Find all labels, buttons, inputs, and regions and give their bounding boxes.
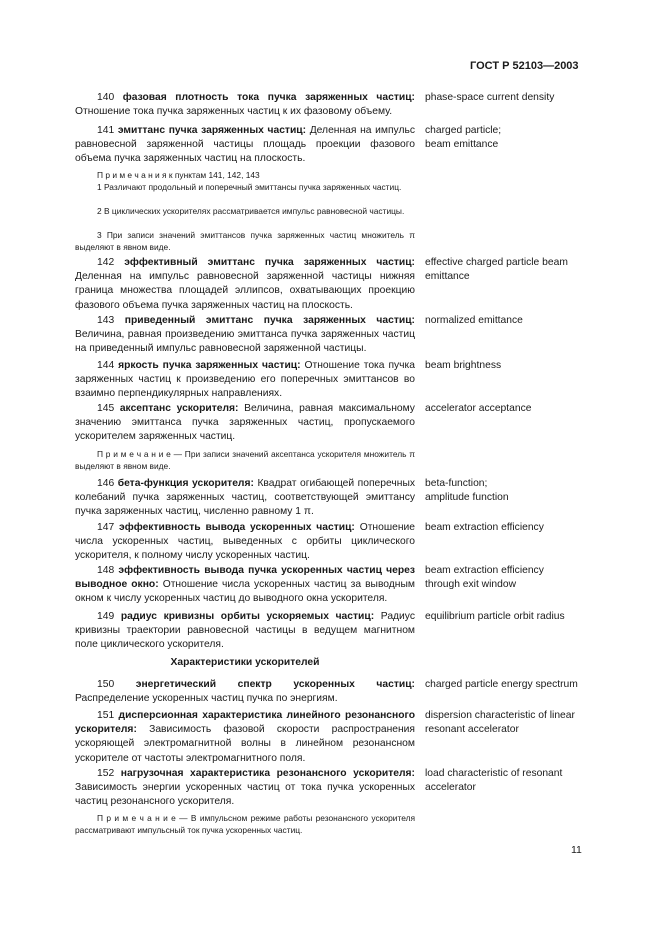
document-header: ГОСТ Р 52103—2003 — [470, 60, 579, 72]
term-english-140: phase-space current density — [425, 92, 555, 103]
term-english-145: accelerator acceptance — [425, 403, 532, 414]
term-english-143: normalized emittance — [425, 315, 523, 326]
term-name: эффективность вывода пучка ускоренных частиц через выводное окно: — [75, 565, 415, 591]
term-definition: Величина, равная максимальному значению эмиттанса пучка заряженных частиц, пропускаемого ускорителем заряженных частиц. — [75, 403, 415, 443]
note-item-1: 1 Различают продольный и поперечный эмиттансы пучка заряженных частиц. — [97, 182, 402, 192]
term-number: 150 — [97, 679, 115, 690]
term-entry-140 — [75, 91, 415, 119]
term-entry-141 — [75, 124, 415, 167]
term-name: эффективность вывода ускоренных частиц: — [119, 522, 355, 533]
section-title: Характеристики ускорителей — [170, 657, 320, 668]
term-definition: Отношение тока пучка заряженных частиц к их фазовому объему. — [75, 106, 393, 118]
term-name: бета-функция ускорителя: — [117, 478, 254, 489]
term-name: эмиттанс пучка заряженных частиц: — [117, 125, 307, 136]
term-name: дисперсионная характеристика линейного резонансного ускорителя: — [75, 710, 415, 736]
term-name: яркость пучка заряженных частиц: — [118, 360, 301, 371]
note-text: — В импульсном режиме работы резонансного ускорителя рассматривают импульсный ток пучка ускоренных частиц. — [75, 813, 416, 835]
term-entry-142 — [75, 256, 415, 313]
term-definition: Зависимость энергии ускоренных частиц от тока пучка ускоренных частиц резонансного ускорителя. — [75, 782, 415, 808]
term-number: 144 — [97, 360, 115, 371]
term-name: нагрузочная характеристика резонансного ускорителя: — [120, 768, 415, 779]
term-number: 145 — [97, 403, 115, 414]
term-english-146: beta-function; amplitude function — [425, 478, 509, 504]
note-text: — При записи значений аксептанса ускорителя множитель π выделяют в явном виде. — [75, 449, 416, 471]
term-entry-143 — [75, 314, 415, 357]
note-item-2: 2 В циклических ускорителях рассматривается импульс равновесной частицы. — [97, 206, 405, 216]
term-name: радиус кривизны орбиты ускоряемых частиц: — [120, 611, 375, 622]
term-entry-145 — [75, 402, 415, 445]
term-name: приведенный эмиттанс пучка заряженных частиц: — [124, 315, 415, 326]
term-name: фазовая плотность тока пучка заряженных частиц: — [122, 92, 415, 103]
term-number: 148 — [97, 565, 115, 576]
term-definition: Деленная на импульс равновесной заряженной частицы нижняя граница множества площадей эллипсов, охватывающих проекцию фазового объема пучка заряженных частиц на плоскость. — [75, 271, 415, 311]
note-152 — [75, 813, 415, 836]
note-item-3: 3 При записи значений эмиттансов пучка заряженных частиц множитель π выделяют в явном виде. — [75, 230, 415, 252]
term-definition: Зависимость фазовой скорости распространения ускоряющей электромагнитной волны в линейном резонансном ускорителе от частоты электромагнитного поля. — [75, 724, 415, 764]
term-definition: Распределение ускоренных частиц пучка по энергиям. — [75, 693, 338, 705]
term-entry-149 — [75, 610, 415, 653]
term-name: аксептанс ускорителя: — [119, 403, 239, 414]
term-number: 140 — [97, 92, 115, 103]
term-entry-144 — [75, 359, 415, 402]
term-english-147: beam extraction efficiency — [425, 522, 544, 533]
term-name: энергетический спектр ускоренных частиц: — [135, 679, 415, 690]
note-label: П р и м е ч а н и е — [97, 449, 171, 459]
term-english-141: charged particle; beam emittance — [425, 125, 502, 151]
term-english-152: load characteristic of resonant accelerator — [425, 768, 563, 794]
term-definition: Радиус кривизны траектории равновесной частицы в ведущем магнитном поле циклического ускорителя. — [75, 611, 415, 651]
term-definition: Отношение числа ускоренных частиц, выведенных с орбиты циклического ускорителя, к полному числу ускоренных частиц. — [75, 522, 415, 562]
term-english-142: effective charged particle beam emittance — [425, 257, 568, 283]
term-number: 152 — [97, 768, 115, 779]
note-label: П р и м е ч а н и я — [97, 170, 167, 180]
term-entry-146 — [75, 477, 415, 520]
term-entry-148 — [75, 564, 415, 607]
term-entry-151 — [75, 709, 415, 766]
term-english-149: equilibrium particle orbit radius — [425, 611, 565, 622]
note-145 — [75, 449, 415, 472]
note-141-143-heading — [97, 170, 415, 182]
note-suffix: к пунктам 141, 142, 143 — [168, 170, 260, 180]
term-definition: Квадрат огибающей поперечных колебаний пучка заряженных частиц, соответствующей эмиттансу пучка заряженных частиц, численно равному 1 π. — [75, 478, 415, 518]
term-english-150: charged particle energy spectrum — [425, 679, 578, 690]
page-number: 11 — [571, 844, 582, 856]
term-definition: Деленная на импульс равновесной заряженной частицы площадь проекции фазового объема пучка заряженных частиц на плоскость. — [75, 125, 415, 165]
term-number: 149 — [97, 611, 115, 622]
term-entry-147 — [75, 521, 415, 564]
term-number: 151 — [97, 710, 115, 721]
note-label: П р и м е ч а н и е — [97, 813, 176, 823]
term-definition: Отношение тока пучка заряженных частиц к произведению его поперечных эмиттансов во взаимно перпендикулярных направлениях. — [75, 360, 415, 400]
term-number: 141 — [97, 125, 115, 136]
term-number: 142 — [97, 257, 115, 268]
term-entry-152 — [75, 767, 415, 810]
term-definition: Отношение числа ускоренных частиц за выводным окном к числу ускоренных частиц до выводного окна ускорителя. — [75, 579, 415, 605]
term-name: эффективный эмиттанс пучка заряженных частиц: — [124, 257, 415, 268]
term-entry-150 — [75, 678, 415, 706]
term-english-144: beam brightness — [425, 360, 502, 371]
term-definition: Величина, равная произведению эмиттанса пучка заряженных частиц на приведенный импульс равновесной заряженной частицы. — [75, 329, 415, 355]
term-english-151: dispersion characteristic of linear resonant accelerator — [425, 710, 575, 736]
term-number: 146 — [97, 478, 115, 489]
term-english-148: beam extraction efficiency through exit window — [425, 565, 544, 591]
term-number: 147 — [97, 522, 115, 533]
term-number: 143 — [97, 315, 115, 326]
